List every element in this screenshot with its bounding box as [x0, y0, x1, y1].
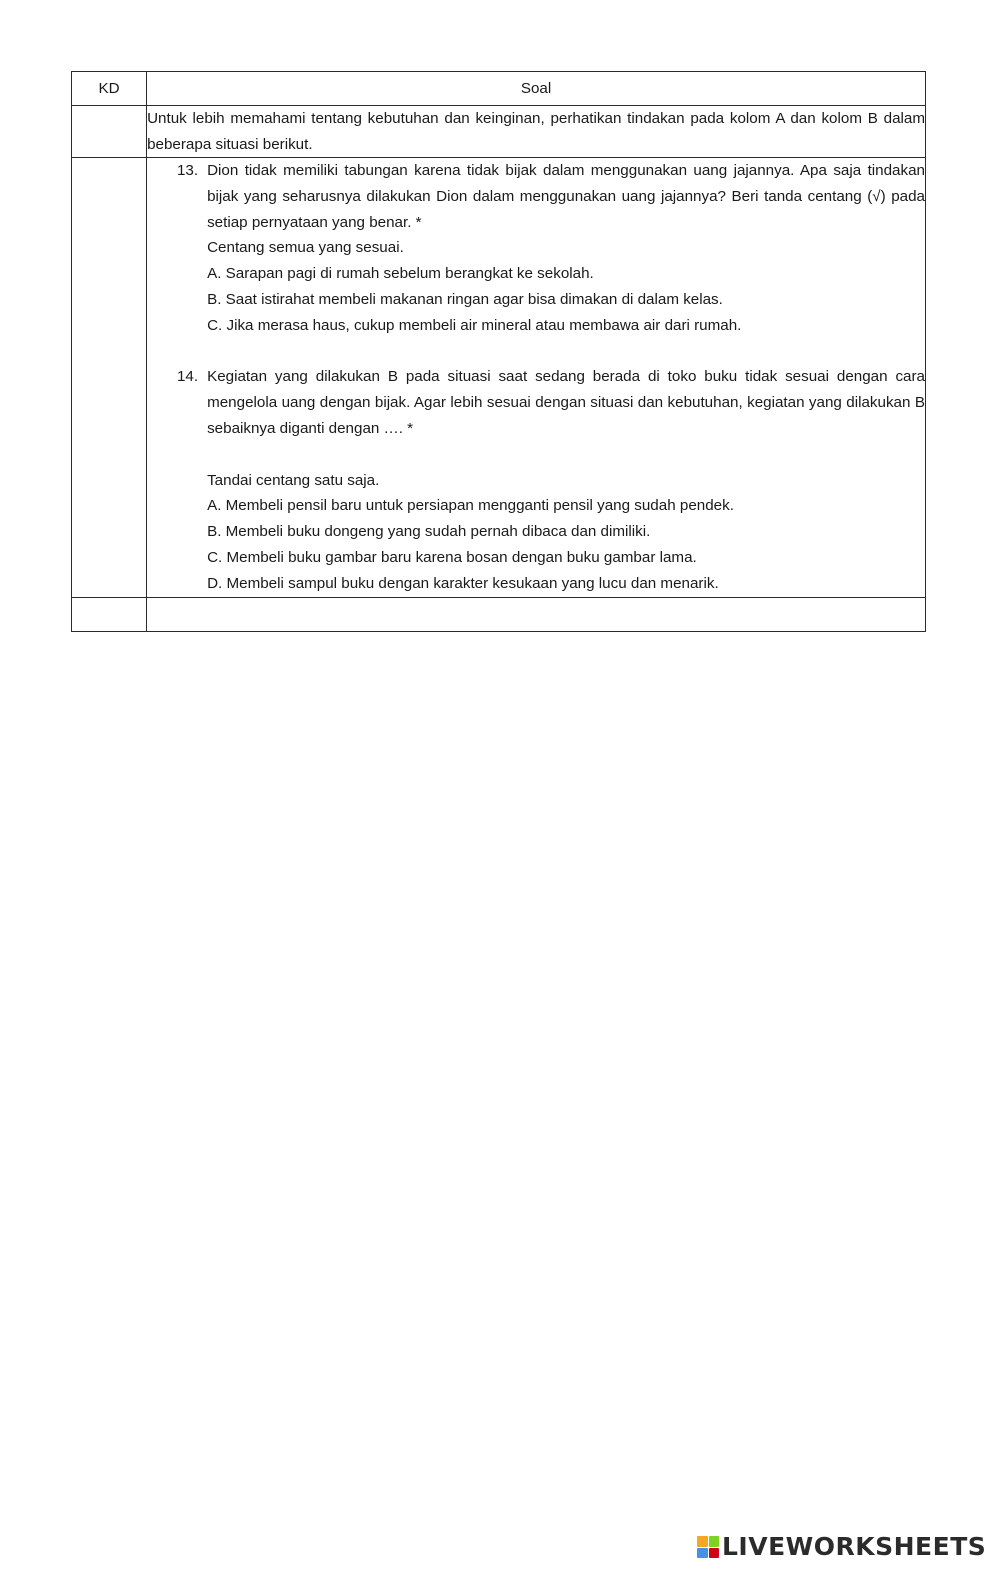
- header-kd: KD: [72, 72, 147, 106]
- empty-kd-cell: [72, 597, 147, 631]
- question-instruction: Centang semua yang sesuai.: [207, 239, 404, 257]
- question-number: 13.: [176, 162, 199, 179]
- logo-text: LIVEWORKSHEETS: [722, 1532, 987, 1561]
- logo-grid-icon: [697, 1536, 719, 1558]
- empty-row: [72, 597, 926, 631]
- question-text: Kegiatan yang dilakukan B pada situasi saat sedang berada di toko buku tidak sesuai dengan cara mengelola uang dengan bijak. Agar lebih sesuai dengan situasi dan kebutuhan, kegiatan yang dilakukan B sebaiknya diganti dengan …. *: [207, 368, 925, 437]
- answer-option[interactable]: A. Membeli pensil baru untuk persiapan mengganti pensil yang sudah pendek.: [207, 497, 734, 515]
- intro-text: Untuk lebih memahami tentang kebutuhan dan keinginan, perhatikan tindakan pada kolom A dan kolom B dalam beberapa situasi berikut.: [147, 106, 926, 158]
- question-13: [147, 158, 925, 339]
- intro-row: [72, 106, 926, 158]
- logo-square: [709, 1536, 720, 1547]
- logo-square: [697, 1548, 708, 1559]
- question-body: [207, 158, 925, 339]
- question-instruction: Tandai centang satu saja.: [207, 471, 380, 489]
- liveworksheets-logo: [697, 1532, 986, 1562]
- answer-option[interactable]: A. Sarapan pagi di rumah sebelum berangkat ke sekolah.: [207, 265, 594, 283]
- logo-square: [709, 1548, 720, 1559]
- questions-row: [72, 158, 926, 598]
- intro-kd-cell: [72, 106, 147, 158]
- header-soal: Soal: [147, 72, 926, 106]
- answer-option[interactable]: B. Membeli buku dongeng yang sudah pernah dibaca dan dimiliki.: [207, 523, 651, 541]
- logo-square: [697, 1536, 708, 1547]
- question-14: [147, 364, 925, 596]
- answer-option[interactable]: C. Membeli buku gambar baru karena bosan dengan buku gambar lama.: [207, 548, 697, 566]
- questions-kd-cell: [72, 158, 147, 598]
- answer-option[interactable]: B. Saat istirahat membeli makanan ringan agar bisa dimakan di dalam kelas.: [207, 290, 723, 308]
- spacer: [207, 442, 925, 468]
- table-header-row: [72, 72, 926, 106]
- questions-cell: [147, 158, 926, 598]
- answer-option[interactable]: C. Jika merasa haus, cukup membeli air mineral atau membawa air dari rumah.: [207, 316, 742, 334]
- answer-option[interactable]: D. Membeli sampul buku dengan karakter kesukaan yang lucu dan menarik.: [207, 574, 719, 592]
- empty-soal-cell: [147, 597, 926, 631]
- worksheet-table: [71, 71, 926, 632]
- spacer: [147, 339, 925, 365]
- question-text: Dion tidak memiliki tabungan karena tidak bijak dalam menggunakan uang jajannya. Apa saja tindakan bijak yang seharusnya dilakukan Dion dalam menggunakan uang jajannya? Beri tanda centang (√) pada setiap pernyataan yang benar. *: [207, 162, 925, 231]
- question-number: 14.: [176, 368, 199, 386]
- question-body: [207, 364, 925, 596]
